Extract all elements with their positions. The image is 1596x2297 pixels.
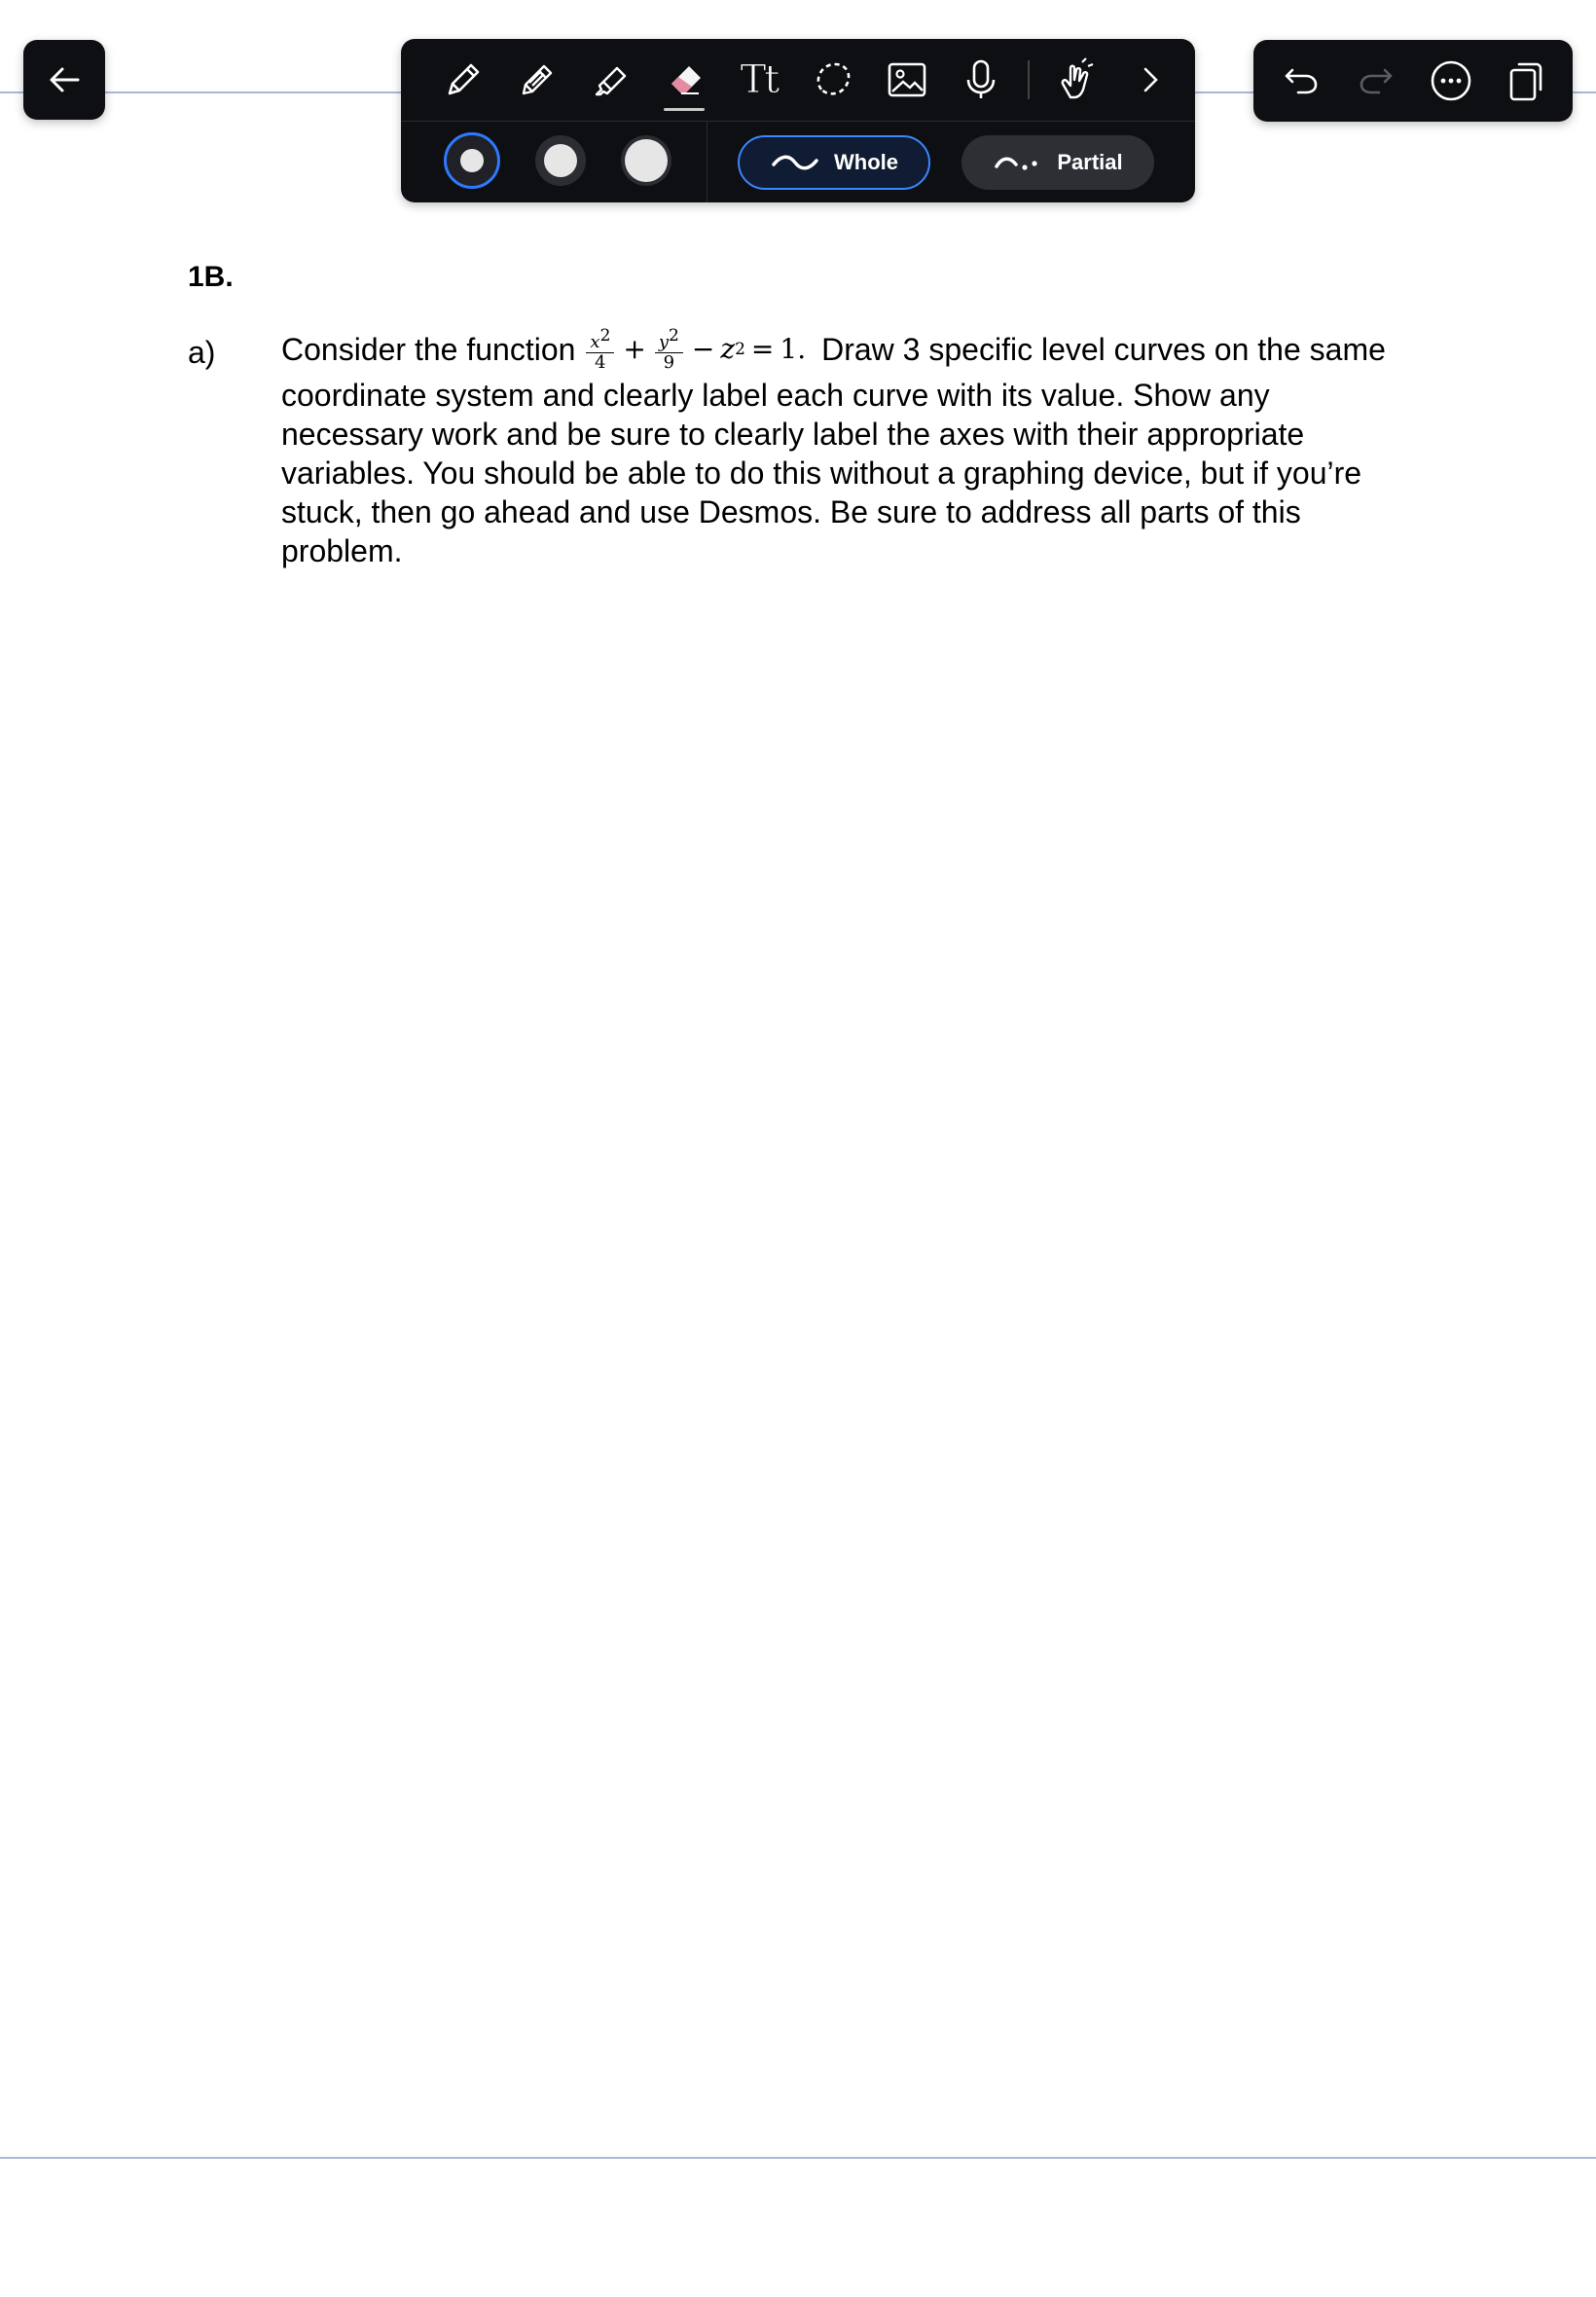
touch-tool[interactable] [1039, 39, 1113, 121]
back-button[interactable] [23, 40, 105, 120]
pencil-tool[interactable] [500, 39, 574, 121]
exp-y: 2 [669, 326, 679, 346]
equals-sign: = [750, 333, 775, 365]
denom-y: 9 [663, 352, 675, 373]
pen-tool[interactable] [426, 39, 500, 121]
image-icon [884, 56, 930, 103]
redo-icon [1354, 58, 1398, 103]
eraser-icon [662, 56, 708, 103]
rhs-value: 1. [780, 333, 807, 365]
partial-label: Partial [1057, 150, 1123, 174]
whole-label: Whole [834, 150, 898, 174]
var-x: x [590, 332, 600, 352]
exp-z: 2 [735, 340, 745, 359]
text-icon: Tt [740, 57, 779, 102]
part-label: a) [188, 335, 216, 370]
right-action-panel [1253, 40, 1573, 122]
question-text [281, 317, 1410, 570]
pen-icon [440, 56, 487, 103]
chevron-right-icon [1127, 56, 1174, 103]
drawing-toolbar [401, 39, 1195, 202]
size-dot-icon [544, 144, 577, 177]
var-y: y [658, 332, 670, 352]
minus-sign: − [691, 333, 715, 365]
text-before-math: Consider the function [281, 332, 576, 367]
more-icon [1429, 58, 1473, 103]
selected-ring [444, 132, 500, 189]
partial-wave-icon [993, 153, 1043, 172]
eraser-size-medium[interactable] [535, 135, 586, 186]
highlighter-icon [588, 56, 635, 103]
microphone-tool[interactable] [944, 39, 1018, 121]
eraser-tool[interactable] [648, 39, 722, 121]
eraser-size-small[interactable] [444, 132, 500, 189]
pages-icon [1504, 58, 1548, 103]
pages-button[interactable] [1496, 51, 1556, 111]
redo-button[interactable] [1346, 51, 1406, 111]
fraction-x [586, 326, 614, 373]
var-z: z [720, 333, 736, 365]
hand-pointer-icon [1053, 56, 1100, 103]
question-number: 1B. [188, 261, 234, 293]
arrow-left-icon [45, 60, 84, 99]
text-tool[interactable] [722, 39, 796, 121]
highlighter-tool[interactable] [574, 39, 648, 121]
microphone-icon [958, 56, 1004, 103]
size-dot-icon [625, 139, 668, 182]
pencil-icon [514, 56, 561, 103]
undo-icon [1279, 58, 1324, 103]
fraction-y [655, 326, 683, 373]
math-equation [583, 326, 806, 373]
exp-x: 2 [599, 326, 611, 346]
lasso-tool[interactable] [796, 39, 870, 121]
plus-sign: + [623, 333, 646, 365]
whole-erase-button[interactable] [738, 135, 930, 190]
more-options-button[interactable] [1421, 51, 1481, 111]
denom-x: 4 [595, 352, 606, 373]
wave-icon [770, 153, 820, 172]
more-tools-button[interactable] [1113, 39, 1187, 121]
undo-button[interactable] [1271, 51, 1331, 111]
question-first-line [281, 317, 1410, 382]
toolbar-row-divider [401, 121, 1195, 122]
eraser-size-large[interactable] [621, 135, 671, 186]
tool-row [401, 39, 1195, 121]
text-after-math: Draw 3 specific level curves on the same [821, 332, 1386, 367]
partial-erase-button[interactable] [961, 135, 1154, 190]
page-bottom-rule [0, 2157, 1596, 2159]
image-tool[interactable] [870, 39, 944, 121]
size-dot-icon [460, 149, 484, 172]
lasso-icon [810, 56, 856, 103]
toolbar-separator [1028, 60, 1030, 99]
question-rest: coordinate system and clearly label each curve with its value. Show any necessary work and be sure to clearly label the axes with their appropriate variables. You should be able to do this without a graphing device, but if you’re stuck, then go ahead and use Desmos. Be sure to address all parts of this problem. [281, 378, 1362, 568]
